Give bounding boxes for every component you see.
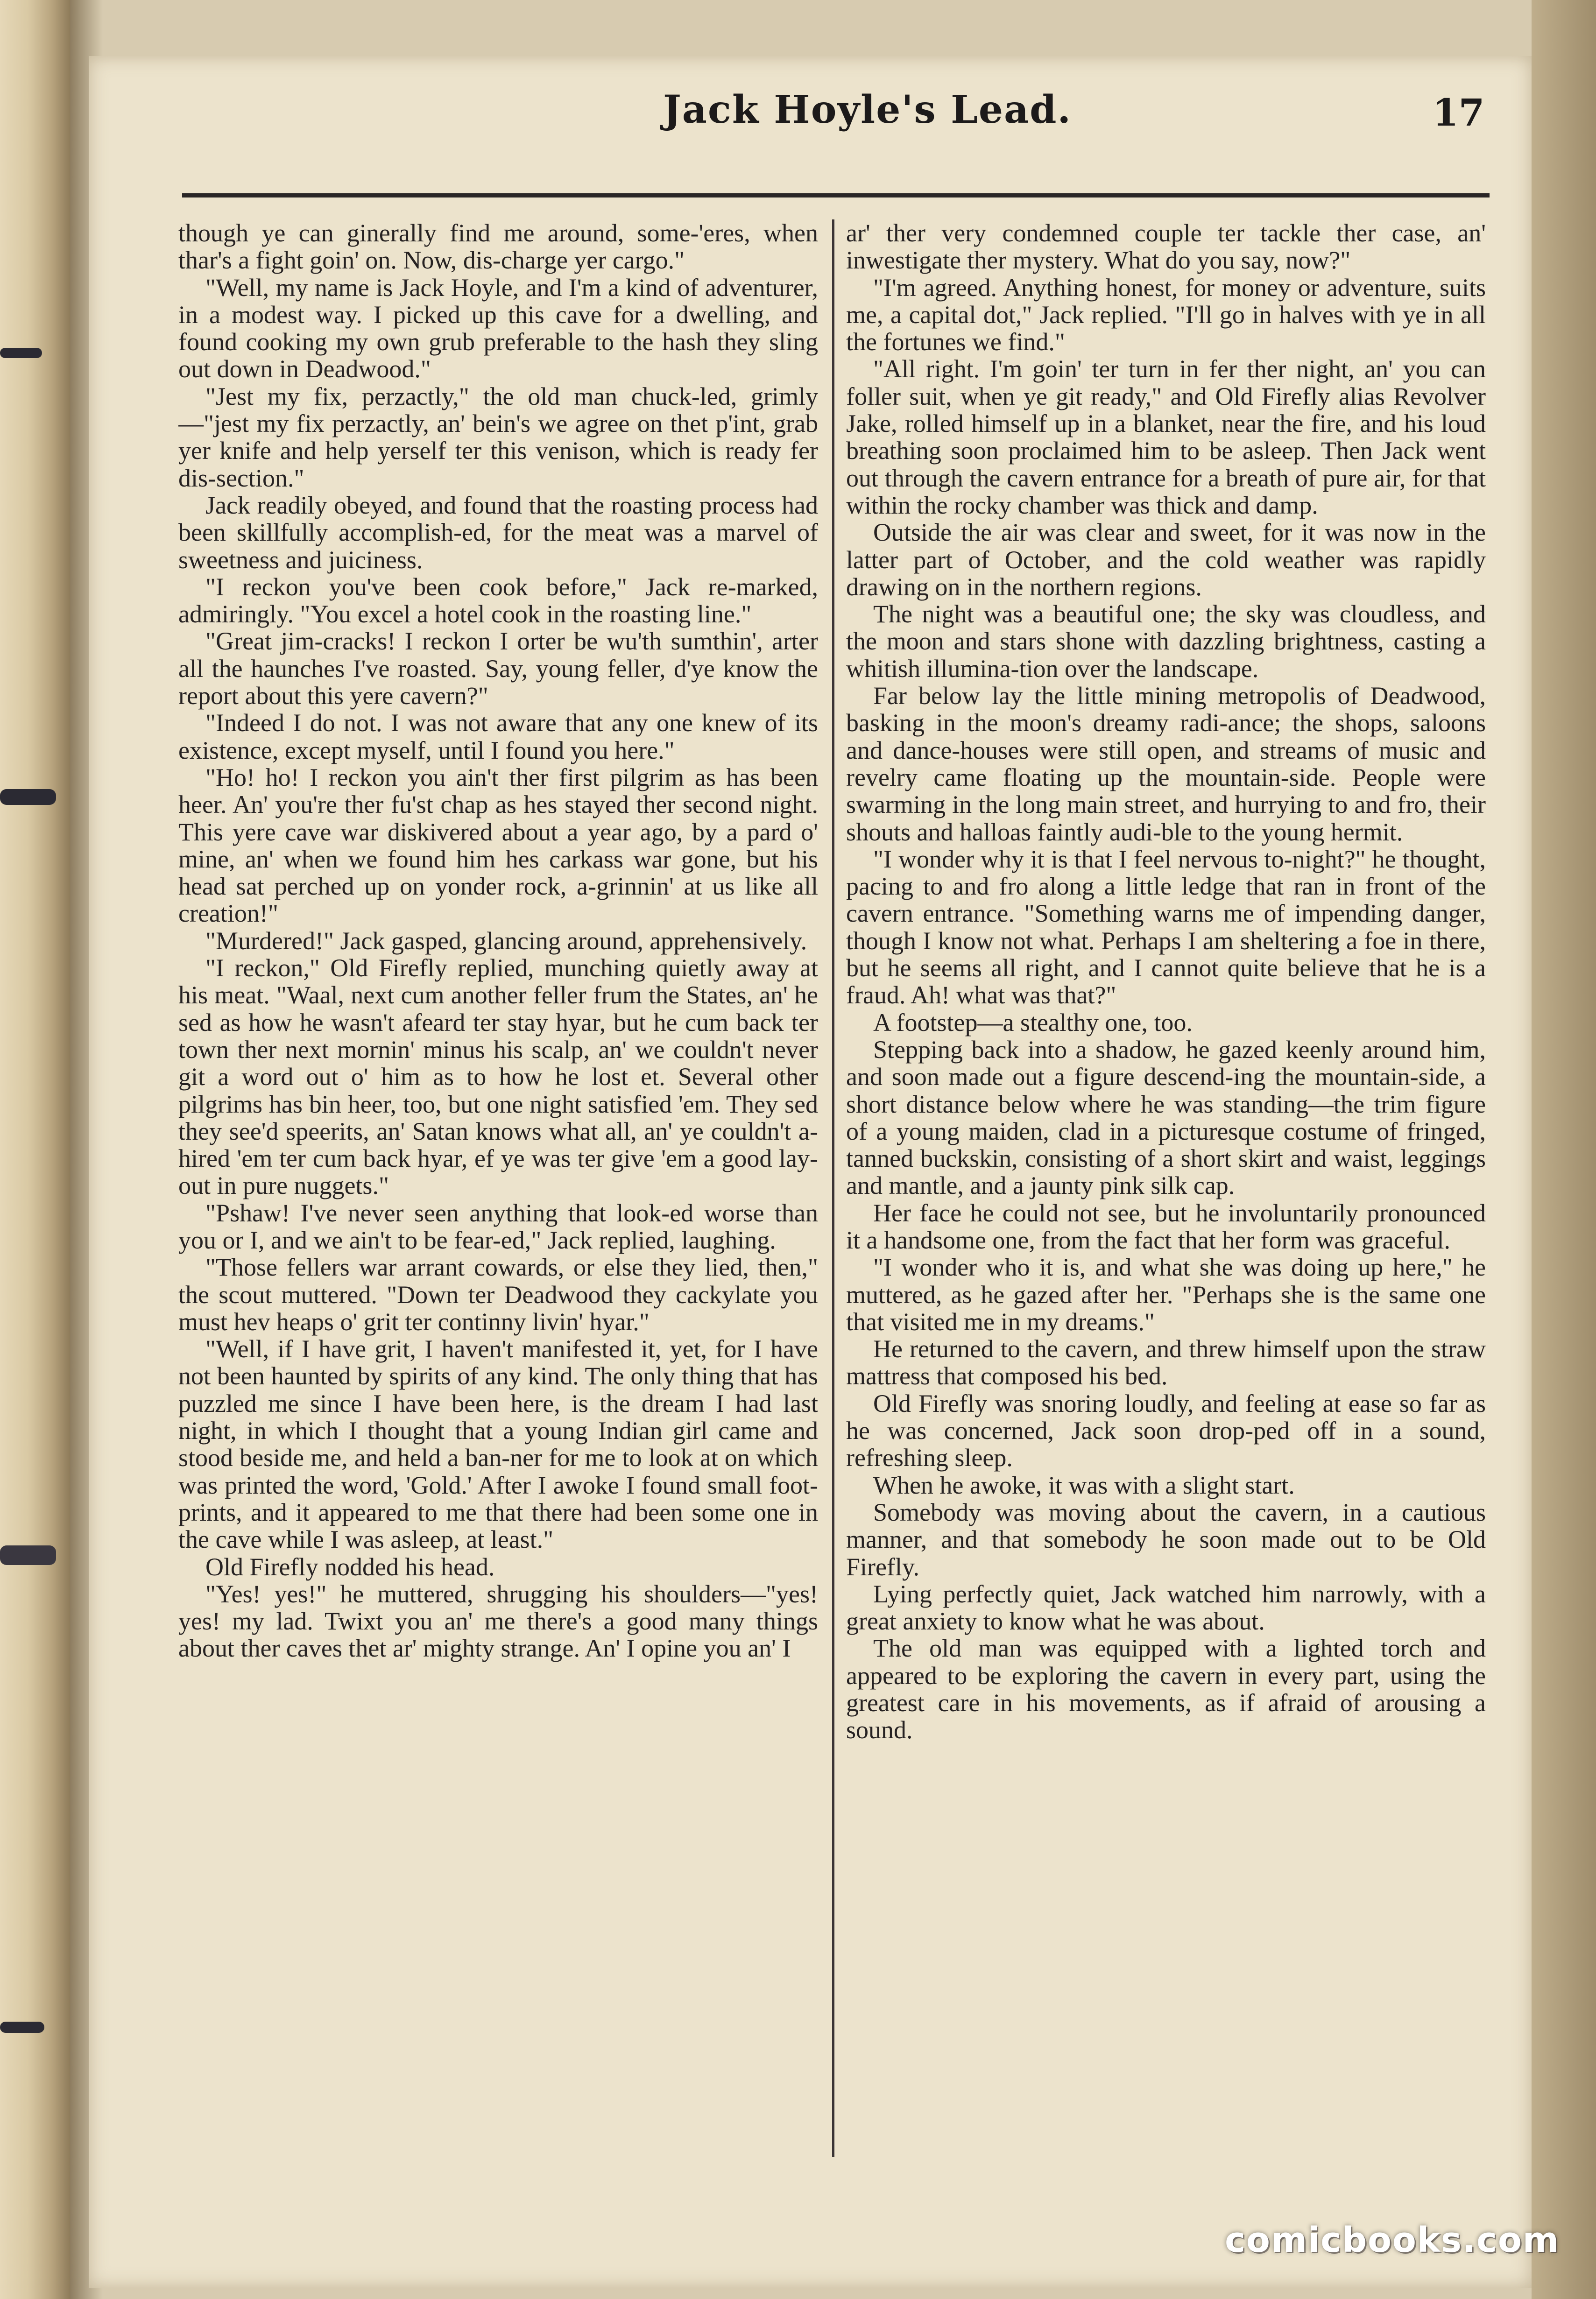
text-column-right bbox=[846, 219, 1486, 2157]
paragraph: A footstep—a stealthy one, too. bbox=[873, 1008, 1193, 1037]
running-title: Jack Hoyle's Lead. bbox=[663, 87, 1072, 132]
paragraph: "I reckon," Old Firefly replied, munching quietly away at his meat. "Waal, next cum another feller frum the States, an' he sed as how he wasn't afeard ter stay hyar, but he cum back ter town ther next mornin' minus his scalp, an' we couldn't never git a word out o' him as to how he lost et. Several other pilgrims has bin heer, too, but one night satisfied 'em. They sed they see'd speerits, an' Satan knows what all, an' ye couldn't a-hired 'em ter cum back hyar, ef ye was ter give 'em a good lay-out in pure nuggets." bbox=[178, 954, 818, 1200]
paragraph: "Great jim-cracks! I reckon I orter be wu'th sumthin', arter all the haunches I've roasted. Say, young feller, d'ye know the report about this yere cavern?" bbox=[178, 627, 818, 710]
paragraph: "Yes! yes!" he muttered, shrugging his shoulders—"yes! yes! my lad. Twixt you an' me there's a good many things about ther caves thet ar' mighty strange. An' I opine you an' I bbox=[178, 1580, 818, 1663]
paragraph: "Well, my name is Jack Hoyle, and I'm a kind of adventurer, in a modest way. I picked up this cave for a dwelling, and found cooking my own grub preferable to the hash they sling out down in Deadwood." bbox=[178, 273, 818, 383]
page-number: 17 bbox=[1433, 91, 1485, 134]
paragraph: Jack readily obeyed, and found that the roasting process had been skillfully accomplish-ed, for the meat was a marvel of sweetness and juiciness. bbox=[178, 491, 818, 574]
paragraph: Stepping back into a shadow, he gazed keenly around him, and soon made out a figure descend-ing the mountain-side, a short distance below where he was standing—the trim figure of a young maiden, clad in a picturesque costume of fringed, tanned buckskin, consisting of a short skirt and waist, leggings and mantle, and a jaunty pink silk cap. bbox=[846, 1035, 1486, 1200]
paragraph: "I reckon you've been cook before," Jack re-marked, admiringly. "You excel a hotel cook in the roasting line." bbox=[178, 572, 818, 628]
paragraph: When he awoke, it was with a slight start. bbox=[873, 1471, 1295, 1499]
binding-stitch bbox=[0, 789, 56, 805]
paragraph: Far below lay the little mining metropolis of Deadwood, basking in the moon's dreamy radi-ance; the shops, saloons and dance-houses were still open, and streams of music and revelry came floating up the mountain-side. People were swarming in the long main street, and hurrying to and fro, their shouts and halloas faintly audi-ble to the young hermit. bbox=[846, 682, 1486, 846]
paragraph: Outside the air was clear and sweet, for it was now in the latter part of October, and the cold weather was rapidly drawing on in the northern regions. bbox=[846, 518, 1486, 601]
header-rule bbox=[182, 193, 1490, 197]
paragraph: Somebody was moving about the cavern, in a cautious manner, and that somebody he soon made out to be Old Firefly. bbox=[846, 1498, 1486, 1581]
binding-stitch bbox=[0, 1545, 56, 1565]
paragraph: Old Firefly nodded his head. bbox=[205, 1552, 495, 1581]
book-binding bbox=[0, 0, 70, 2299]
paragraph: Her face he could not see, but he involuntarily pronounced it a handsome one, from the fact that her form was graceful. bbox=[846, 1199, 1486, 1254]
paragraph: "Indeed I do not. I was not aware that any one knew of its existence, except myself, until I found you here." bbox=[178, 709, 818, 764]
binding-stitch bbox=[0, 348, 42, 358]
paragraph: The old man was equipped with a lighted torch and appeared to be exploring the cavern in every part, using the greatest care in his movements, as if afraid of arousing a sound. bbox=[846, 1634, 1486, 1744]
paragraph: He returned to the cavern, and threw himself upon the straw mattress that composed his bed. bbox=[846, 1335, 1486, 1390]
paragraph: "Ho! ho! I reckon you ain't ther first pilgrim as has been heer. An' you're ther fu'st chap as hes stayed ther second night. This yere cave war diskivered about a year ago, by a pard o' mine, an' when we found him hes carkass war gone, but his head sat perched up on yonder rock, a-grinnin' at us like all creation!" bbox=[178, 763, 818, 928]
page-right-edge bbox=[1532, 0, 1596, 2299]
paragraph: "Jest my fix, perzactly," the old man chuck-led, grimly—"jest my fix perzactly, an' bein's we agree on thet p'int, grab yer knife and help yerself ter this venison, which is ready fer dis-section." bbox=[178, 382, 818, 492]
paragraph: The night was a beautiful one; the sky was cloudless, and the moon and stars shone with dazzling brightness, casting a whitish illumina-tion over the landscape. bbox=[846, 600, 1486, 683]
paragraph: "Pshaw! I've never seen anything that look-ed worse than you or I, and we ain't to be fear-ed," Jack replied, laughing. bbox=[178, 1199, 818, 1254]
paragraph: "I wonder who it is, and what she was doing up here," he muttered, as he gazed after her. "Perhaps she is the same one that visited me in my dreams." bbox=[846, 1253, 1486, 1336]
binding-stitch bbox=[0, 2022, 44, 2033]
paragraph: "Those fellers war arrant cowards, or else they lied, then," the scout muttered. "Down ter Deadwood they cackylate you must hev heaps o' grit ter continny livin' hyar." bbox=[178, 1253, 818, 1336]
paragraph: "I wonder why it is that I feel nervous to-night?" he thought, pacing to and fro along a little ledge that ran in front of the cavern entrance. "Something warns me of impending danger, though I know not what. Perhaps I am sheltering a foe in there, but he seems all right, and I cannot quite believe that he is a fraud. Ah! what was that?" bbox=[846, 845, 1486, 1009]
paragraph: ar' ther very condemned couple ter tackle ther case, an' inwestigate ther mystery. What do you say, now?" bbox=[846, 219, 1486, 275]
column-divider bbox=[832, 219, 834, 2157]
paragraph: though ye can ginerally find me around, some-'eres, when thar's a fight goin' on. Now, dis-charge yer cargo." bbox=[178, 219, 818, 275]
paragraph: "All right. I'm goin' ter turn in fer ther night, an' you can foller suit, when ye git ready," and Old Firefly alias Revolver Jake, rolled himself up in a blanket, near the fire, and his loud breathing soon proclaimed him to be asleep. Then Jack went out through the cavern entrance for a breath of pure air, for that within the rocky chamber was thick and damp. bbox=[846, 355, 1486, 519]
paragraph: "I'm agreed. Anything honest, for money or adventure, suits me, a capital dot," Jack replied. "I'll go in halves with ye in all the fortunes we find." bbox=[846, 273, 1486, 356]
paragraph: Lying perfectly quiet, Jack watched him narrowly, with a great anxiety to know what he was about. bbox=[846, 1580, 1486, 1636]
paragraph: "Murdered!" Jack gasped, glancing around, apprehensively. bbox=[205, 926, 807, 955]
paragraph: Old Firefly was snoring loudly, and feeling at ease so far as he was concerned, Jack soon drop-ped off in a sound, refreshing sleep. bbox=[846, 1389, 1486, 1472]
text-column-left bbox=[178, 219, 818, 2157]
paragraph: "Well, if I have grit, I haven't manifested it, yet, for I have not been haunted by spirits of any kind. The only thing that has puzzled me since I have been here, is the dream I had last night, in which I thought that a young Indian girl came and stood beside me, and held a ban-ner for me to look at on which was printed the word, 'Gold.' After I awoke I found small foot-prints, and it appeared to me that there had been some one in the cave while I was asleep, at least." bbox=[178, 1335, 818, 1554]
watermark: comicbooks.com bbox=[1225, 2220, 1560, 2260]
